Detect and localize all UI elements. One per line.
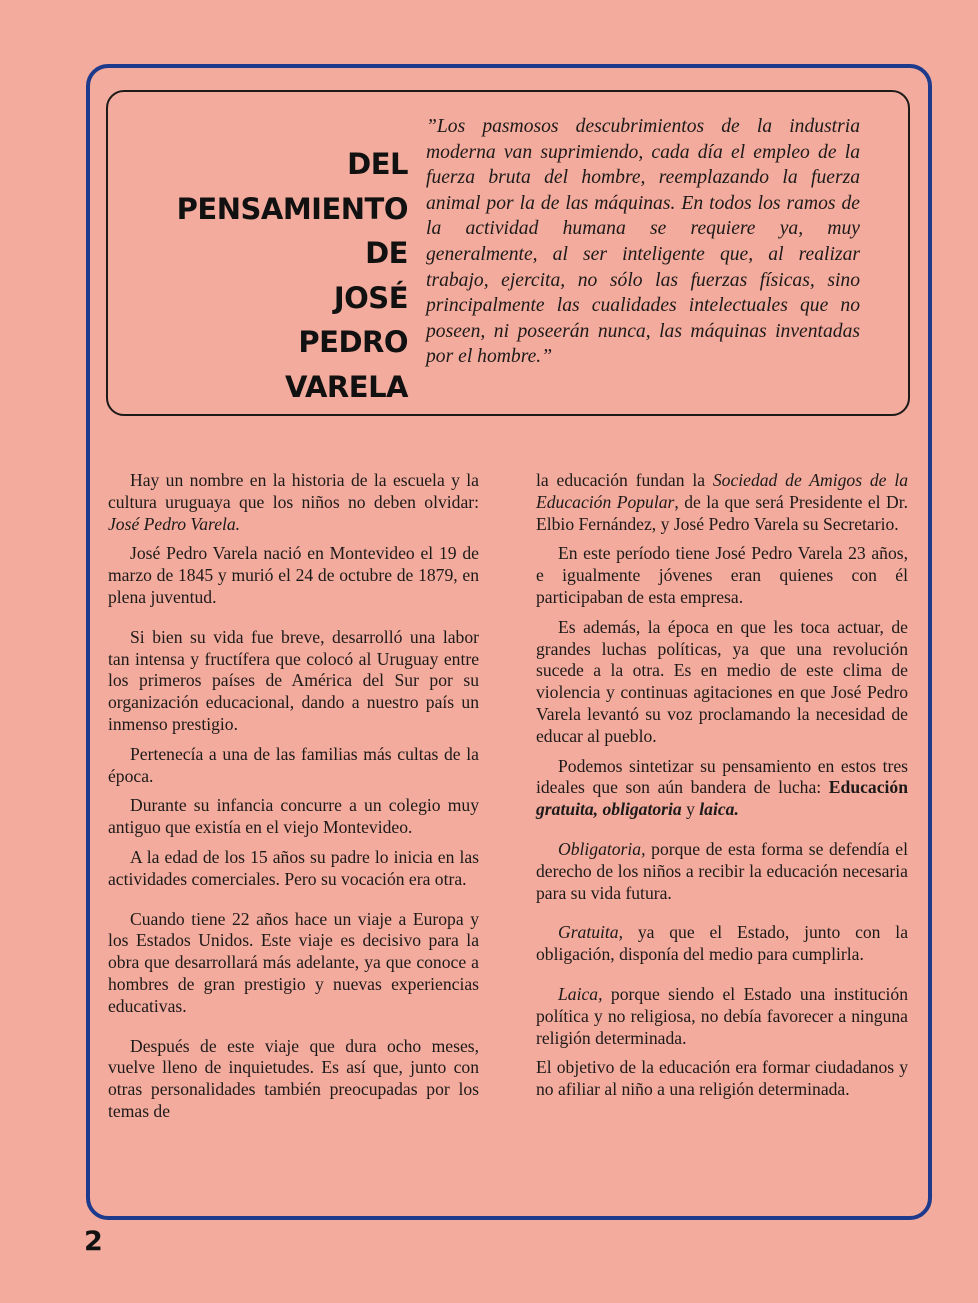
paragraph: Es además, la época en que les toca actuar, de grandes luchas políticas, ya que una revolución sucede a la otra. Es en medio de este clima de violencia y continuas agitaciones en que José Pedro Varela levantó su voz proclamando la necesidad de educar al pueblo.: [536, 616, 908, 746]
title-line: PEDRO: [298, 325, 408, 359]
paragraph: Obligatoria, porque de esta forma se defendía el derecho de los niños a recibir la educación necesaria para su vida futura.: [536, 838, 908, 903]
page-number: 2: [84, 1226, 103, 1257]
right-column: [536, 470, 908, 1109]
article-title: [106, 142, 408, 409]
left-column: [108, 470, 479, 1131]
title-line: JOSÉ: [333, 280, 408, 315]
title-line: DE: [365, 236, 408, 270]
title-line: DEL: [347, 147, 408, 181]
paragraph: Después de este viaje que dura ocho meses, vuelve lleno de inquietudes. Es así que, junto con otras personalidades también preocupadas por los temas de: [108, 1035, 479, 1121]
paragraph: Hay un nombre en la historia de la escuela y la cultura uruguaya que los niños no deben olvidar: José Pedro Varela.: [108, 470, 479, 534]
paragraph: El objetivo de la educación era formar ciudadanos y no afiliar al niño a una religión determinada.: [536, 1057, 908, 1100]
paragraph: A la edad de los 15 años su padre lo inicia en las actividades comerciales. Pero su vocación era otra.: [108, 846, 479, 889]
title-line: PENSAMIENTO: [176, 191, 408, 226]
paragraph: Laica, porque siendo el Estado una institución política y no religiosa, no debía favorecer a ninguna religión determinada.: [536, 983, 908, 1048]
paragraph: la educación fundan la Sociedad de Amigos de la Educación Popular, de la que será Presidente el Dr. Elbio Fernández, y José Pedro Varela su Secretario.: [536, 470, 908, 534]
paragraph: Gratuita, ya que el Estado, junto con la obligación, disponía del medio para cumplirla.: [536, 922, 908, 965]
title-line: VARELA: [285, 369, 408, 404]
paragraph: Cuando tiene 22 años hace un viaje a Europa y los Estados Unidos. Este viaje es decisivo para la obra que desarrollará más adelante, ya que conoce a hombres de gran prestigio y nuevas experiencias educativas.: [108, 908, 479, 1016]
paragraph: Pertenecía a una de las familias más cultas de la época.: [108, 743, 479, 786]
paragraph: José Pedro Varela nació en Montevideo el 19 de marzo de 1845 y murió el 24 de octubre de 1879, en plena juventud.: [108, 543, 479, 607]
paragraph: Si bien su vida fue breve, desarrolló una labor tan intensa y fructífera que colocó al Uruguay entre los primeros países de América del Sur por su organización educacional, dando a nuestro país un inmenso prestigio.: [108, 626, 479, 734]
paragraph: Podemos sintetizar su pensamiento en estos tres ideales que son aún bandera de lucha: Educación gratuita, obligatoria y laica.: [536, 755, 908, 820]
paragraph: En este período tiene José Pedro Varela 23 años, e igualmente jóvenes eran quienes con él participaban de esta empresa.: [536, 543, 908, 607]
paragraph: Durante su infancia concurre a un colegio muy antiguo que existía en el viejo Montevideo.: [108, 795, 479, 838]
varela-quote: ”Los pasmosos descubrimientos de la industria moderna van suprimiendo, cada día el empleo de la fuerza bruta del hombre, reemplazando la fuerza animal por la de las máquinas. En todos los ramos de la actividad humana se requiere ya, muy generalmente, al ser inteligente que, al realizar trabajo, ejercita, no sólo las fuerzas físicas, sino principalmente las cualidades intelectuales que no poseen, ni poseerán nunca, las máquinas inventadas por el hombre.”: [426, 116, 860, 368]
